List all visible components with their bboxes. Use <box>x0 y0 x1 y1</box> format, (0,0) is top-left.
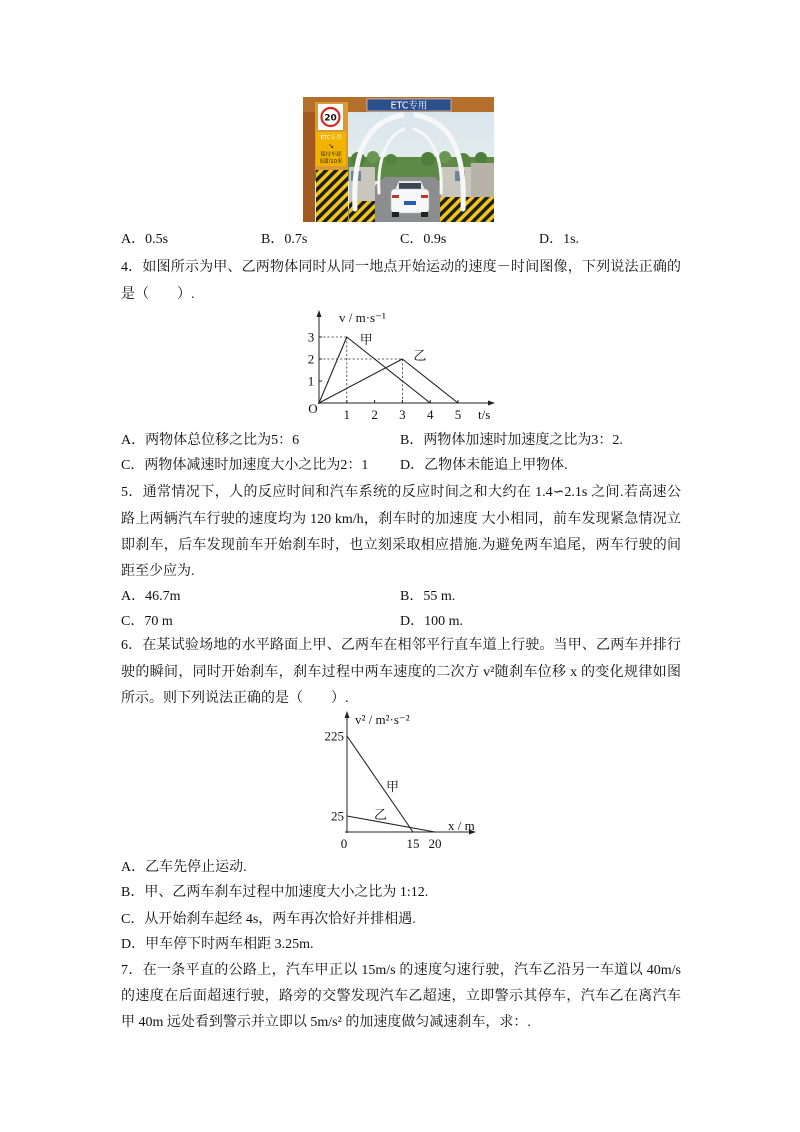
q4-option-a: A．两物体总位移之比为5：6 <box>121 433 300 448</box>
series-line-yi <box>347 816 435 832</box>
gantry-sign-text: ETC专用 <box>390 100 428 112</box>
x-tick-label: 3 <box>399 407 406 422</box>
q5-stem-line: 距至少应为. <box>121 564 195 579</box>
q5-stem-line: 路上两辆汽车行驶的速度均为 120 km/h，刹车时的加速度 大小相同，前车发现紧急情况立 <box>121 512 681 527</box>
q5-option-b: B．55 m. <box>400 589 456 604</box>
q4-option-b: B．两物体加速时加速度之比为3：2. <box>400 433 623 448</box>
x-tick-label: 5 <box>454 407 462 422</box>
speed-limit-text: 20 <box>324 113 337 124</box>
y-tick-label: 1 <box>307 373 315 389</box>
side-sign-arrow-icon: ↘ <box>328 142 334 150</box>
q7-stem-line: 甲 40m 远处看到警示并立即以 5m/s² 的加速度做匀减速刹车，求：. <box>121 1015 531 1030</box>
q6-stem-line: 所示。则下列说法正确的是（ ）. <box>121 691 349 706</box>
q3-option-c: C．0.9s <box>400 232 447 247</box>
q7-stem-line: 的速度在后面超速行驶，路旁的交警发现汽车乙超速，立即警示其停车，汽车乙在离汽车 <box>121 989 681 1004</box>
q6-stem-line: 6．在某试验场地的水平路面上甲、乙两车在相邻平行直车道上行驶。当甲、乙两车并排行 <box>121 638 681 653</box>
q6-stem-line: 驶的瞬间，同时开始刹车，刹车过程中两车速度的二次方 v²随刹车位移 x 的变化规律如图 <box>121 665 681 680</box>
q6-option-b: B．甲、乙两车刹车过程中加速度大小之比为 1:12. <box>121 885 429 900</box>
q5-option-a: A．46.7m <box>121 589 181 604</box>
q4-option-c: C．两物体减速时加速度大小之比为2：1 <box>121 458 369 473</box>
q3-option-d: D．1s. <box>539 232 580 247</box>
y-tick-label: 225 <box>324 728 344 744</box>
q3-option-a: A．0.5s <box>121 232 169 247</box>
y-tick-label: 3 <box>307 329 315 345</box>
origin-label: 0 <box>340 836 348 851</box>
x-tick-label: 2 <box>371 407 378 422</box>
q6-option-a: A．乙车先停止运动. <box>121 860 247 875</box>
q4-option-d: D．乙物体未能追上甲物体. <box>400 458 568 473</box>
y-axis-label: v² / m²·s⁻² <box>355 712 410 727</box>
series-label-yi: 乙 <box>374 807 388 822</box>
vt-plot-marks <box>308 330 462 423</box>
q4-stem-line: 4．如图所示为甲、乙两物体同时从同一地点开始运动的速度－时间图像，下列说法正确的 <box>121 260 681 275</box>
y-axis-arrow <box>345 711 350 718</box>
q6-option-d: D．甲车停下时两车相距 3.25m. <box>121 937 314 952</box>
q4-stem-line: 是（ ）. <box>121 287 195 302</box>
y-tick-label: 25 <box>331 808 344 824</box>
q6-option-c: C．从开始刹车起经 4s，两车再次恰好并排相遇. <box>121 912 416 927</box>
q5-option-d: D．100 m. <box>400 614 463 629</box>
q3-option-b: B．0.7s <box>261 232 308 247</box>
series-line-yi <box>319 359 458 403</box>
side-sign-line: ETC专用 <box>320 135 342 141</box>
q7-stem-line: 7．在一条平直的公路上，汽车甲正以 15m/s 的速度匀速行驶，汽车乙沿另一车道以 40m/s <box>121 963 681 978</box>
velocity-time-chart <box>295 305 505 427</box>
series-line-jia <box>319 337 430 403</box>
x-axis-label: x / m <box>448 818 475 833</box>
roadside-sign-post <box>303 102 348 222</box>
velocity-squared-displacement-chart <box>318 705 488 855</box>
x-axis-label: t/s <box>478 407 491 422</box>
series-label-jia: 甲 <box>386 779 400 794</box>
q5-stem-line: 即刹车，后车发现前车开始刹车时，也立刻采取相应措施.为避免两车追尾，两车行驶的间 <box>121 538 681 553</box>
series-label-yi: 乙 <box>413 348 427 363</box>
x-tick-label: 15 <box>406 836 420 851</box>
q5-stem-line: 5．通常情况下，人的反应时间和汽车系统的反应时间之和大约在 1.4∽2.1s 之间.若高速公 <box>121 485 681 500</box>
white-car <box>391 181 429 217</box>
q5-option-c: C．70 m <box>121 614 173 629</box>
etc-toll-lane-photo <box>303 97 494 222</box>
v2x-plot-marks <box>325 729 442 852</box>
series-label-jia: 甲 <box>359 332 373 347</box>
origin-label: O <box>308 401 318 416</box>
y-axis-label: v / m·s⁻¹ <box>339 310 386 325</box>
x-tick-label: 1 <box>343 407 351 422</box>
x-tick-label: 20 <box>428 836 442 851</box>
side-sign-line: 保持车距 <box>320 152 342 158</box>
y-tick-label: 2 <box>307 351 315 367</box>
x-axis-arrow <box>488 401 495 406</box>
x-tick-label: 4 <box>426 407 434 422</box>
y-axis-arrow <box>317 310 322 317</box>
side-sign-line: 间距10米 <box>319 159 343 165</box>
